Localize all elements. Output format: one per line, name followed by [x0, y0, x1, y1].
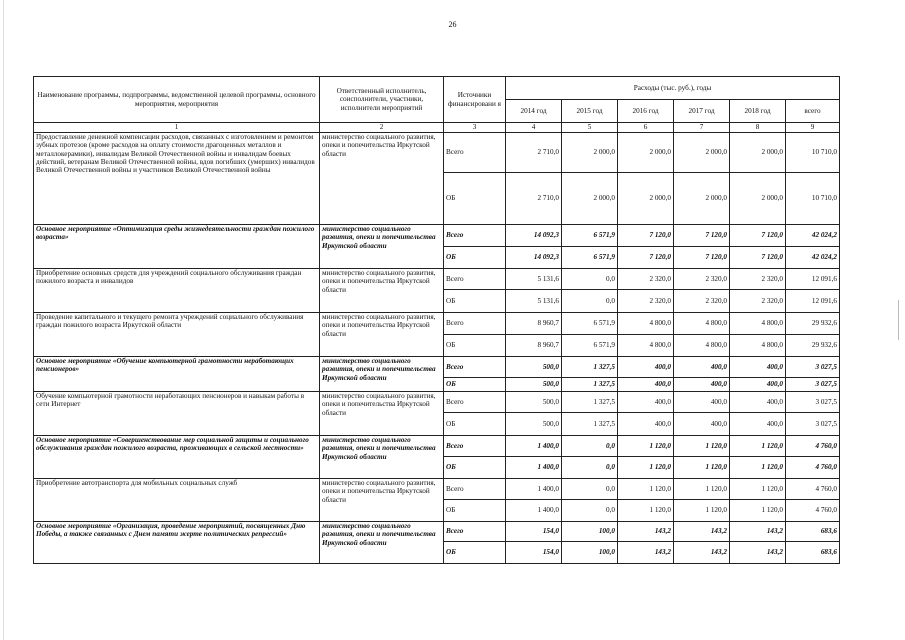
year-value: 1 400,0 [506, 500, 562, 522]
executor-name: министерство социального развития, опеки и попечительства Иркутской области [320, 436, 444, 479]
year-value: 6 571,9 [562, 313, 618, 335]
year-value: 1 120,0 [730, 479, 786, 500]
year-value: 2 710,0 [506, 173, 562, 225]
header-executor: Ответственный исполнитель, соисполнители, участники, исполнители мероприятий [320, 77, 444, 123]
main-activity-row [34, 436, 840, 457]
activity-row [34, 269, 840, 290]
activity-row [34, 392, 840, 413]
year-value: 154,0 [506, 542, 562, 564]
total-value: 42 024,2 [786, 225, 840, 247]
year-value: 0,0 [562, 479, 618, 500]
total-value: 683,6 [786, 522, 840, 542]
funding-source: Всего [444, 133, 506, 173]
activity-row [34, 133, 840, 173]
year-value: 1 120,0 [618, 500, 674, 522]
year-value: 2 000,0 [562, 133, 618, 173]
year-value: 0,0 [562, 457, 618, 479]
executor-name: министерство социального развития, опеки и попечительства Иркутской области [320, 133, 444, 225]
year-value: 14 092,3 [506, 247, 562, 269]
year-value: 400,0 [674, 413, 730, 436]
year-value: 8 960,7 [506, 335, 562, 357]
year-value: 7 120,0 [730, 225, 786, 247]
executor-name: министерство социального развития, опеки и попечительства Иркутской области [320, 357, 444, 392]
header-year-2016: 2016 год [618, 100, 674, 123]
year-value: 2 320,0 [730, 269, 786, 290]
column-number: 8 [730, 123, 786, 133]
year-value: 500,0 [506, 357, 562, 378]
year-value: 2 320,0 [730, 290, 786, 313]
main-activity-row [34, 225, 840, 247]
activity-name: Проведение капитального и текущего ремонта учреждений социального обслуживания граждан пожилого возраста Иркутской области [34, 313, 320, 357]
year-value: 400,0 [730, 357, 786, 378]
year-value: 0,0 [562, 500, 618, 522]
year-value: 4 800,0 [730, 335, 786, 357]
year-value: 400,0 [618, 413, 674, 436]
funding-source: ОБ [444, 378, 506, 392]
year-value: 2 710,0 [506, 133, 562, 173]
funding-source: ОБ [444, 290, 506, 313]
year-value: 4 800,0 [618, 335, 674, 357]
header-expenses: Расходы (тыс. руб.), годы [506, 77, 840, 100]
activity-name: Основное мероприятие «Оптимизация среды жизнедеятельности граждан пожилого возраста» [34, 225, 320, 269]
year-value: 143,2 [618, 522, 674, 542]
year-value: 1 327,5 [562, 357, 618, 378]
year-value: 1 120,0 [674, 457, 730, 479]
year-value: 100,0 [562, 542, 618, 564]
activity-row [34, 313, 840, 335]
year-value: 2 320,0 [618, 269, 674, 290]
header-year-2017: 2017 год [674, 100, 730, 123]
page-number: 26 [448, 20, 457, 29]
year-value: 400,0 [674, 392, 730, 413]
year-value: 0,0 [562, 290, 618, 313]
total-value: 683,6 [786, 542, 840, 564]
funding-source: Всего [444, 313, 506, 335]
funding-source: Всего [444, 357, 506, 378]
total-value: 12 091,6 [786, 290, 840, 313]
year-value: 1 400,0 [506, 479, 562, 500]
year-value: 143,2 [730, 522, 786, 542]
year-value: 400,0 [618, 378, 674, 392]
budget-table [33, 76, 840, 564]
column-number: 5 [562, 123, 618, 133]
funding-source: Всего [444, 522, 506, 542]
header-name: Наименование программы, подпрограммы, ведомственной целевой программы, основного мероприятия, мероприятия [34, 77, 320, 123]
year-value: 1 120,0 [618, 479, 674, 500]
total-value: 4 760,0 [786, 500, 840, 522]
header-source: Источники финансировани я [444, 77, 506, 123]
activity-name: Предоставление денежной компенсации расходов, связанных с изготовлением и ремонтом зубных протезов (кроме расходов на оплату стоимости драгоценных металлов и металлокерамики), инвалидам Великой Отечественной войны и инвалидам боевых действий, ветеранам Великой Отечественной войны, вдов погибших (умерших) инвалидов Великой Отечественной войны и участников Великой Отечественной войны [34, 133, 320, 225]
year-value: 8 960,7 [506, 313, 562, 335]
funding-source: ОБ [444, 247, 506, 269]
activity-name: Обучение компьютерной грамотности неработающих пенсионеров и навыкам работы в сети Интернет [34, 392, 320, 436]
year-value: 2 320,0 [674, 290, 730, 313]
year-value: 4 800,0 [730, 313, 786, 335]
funding-source: ОБ [444, 413, 506, 436]
column-number: 2 [320, 123, 444, 133]
year-value: 6 571,9 [562, 335, 618, 357]
year-value: 4 800,0 [618, 313, 674, 335]
year-value: 1 400,0 [506, 436, 562, 457]
year-value: 400,0 [618, 357, 674, 378]
year-value: 143,2 [674, 542, 730, 564]
total-value: 29 932,6 [786, 313, 840, 335]
executor-name: министерство социального развития, опеки и попечительства Иркутской области [320, 269, 444, 313]
column-number: 7 [674, 123, 730, 133]
funding-source: Всего [444, 225, 506, 247]
column-number-row [34, 123, 840, 133]
executor-name: министерство социального развития, опеки и попечительства Иркутской области [320, 479, 444, 522]
year-value: 400,0 [730, 378, 786, 392]
year-value: 7 120,0 [674, 225, 730, 247]
activity-name: Основное мероприятие «Совершенствование мер социальной защиты и социального обслуживания граждан пожилого возраста, проживающих в сельской местности» [34, 436, 320, 479]
year-value: 14 092,3 [506, 225, 562, 247]
year-value: 6 571,9 [562, 225, 618, 247]
funding-source: ОБ [444, 500, 506, 522]
year-value: 2 000,0 [618, 133, 674, 173]
total-value: 4 760,0 [786, 436, 840, 457]
activity-name: Основное мероприятие «Организация, проведение мероприятий, посвященных Дню Победы, а также связанных с Днем памяти жерте политических репрессий» [34, 522, 320, 564]
main-activity-row [34, 522, 840, 542]
year-value: 2 000,0 [674, 173, 730, 225]
year-value: 4 800,0 [674, 313, 730, 335]
year-value: 1 327,5 [562, 413, 618, 436]
year-value: 1 400,0 [506, 457, 562, 479]
total-value: 4 760,0 [786, 457, 840, 479]
year-value: 1 327,5 [562, 392, 618, 413]
column-number: 4 [506, 123, 562, 133]
executor-name: министерство социального развития, опеки и попечительства Иркутской области [320, 522, 444, 564]
scan-mark [898, 300, 899, 340]
year-value: 500,0 [506, 413, 562, 436]
funding-source: ОБ [444, 335, 506, 357]
funding-source: Всего [444, 392, 506, 413]
year-value: 6 571,9 [562, 247, 618, 269]
funding-source: ОБ [444, 457, 506, 479]
total-value: 4 760,0 [786, 479, 840, 500]
year-value: 2 000,0 [730, 173, 786, 225]
year-value: 7 120,0 [730, 247, 786, 269]
executor-name: министерство социального развития, опеки и попечительства Иркутской области [320, 392, 444, 436]
funding-source: Всего [444, 479, 506, 500]
year-value: 5 131,6 [506, 269, 562, 290]
year-value: 154,0 [506, 522, 562, 542]
year-value: 2 000,0 [562, 173, 618, 225]
total-value: 3 027,5 [786, 413, 840, 436]
executor-name: министерство социального развития, опеки и попечительства Иркутской области [320, 313, 444, 357]
year-value: 7 120,0 [674, 247, 730, 269]
year-value: 143,2 [618, 542, 674, 564]
executor-name: министерство социального развития, опеки и попечительства Иркутской области [320, 225, 444, 269]
year-value: 143,2 [730, 542, 786, 564]
funding-source: Всего [444, 436, 506, 457]
table-body [34, 133, 840, 564]
funding-source: ОБ [444, 542, 506, 564]
activity-name: Приобретение автотранспорта для мобильных социальных служб [34, 479, 320, 522]
header-year-2015: 2015 год [562, 100, 618, 123]
year-value: 1 120,0 [674, 436, 730, 457]
scan-edge-line [3, 0, 4, 640]
total-value: 42 024,2 [786, 247, 840, 269]
year-value: 1 120,0 [730, 457, 786, 479]
column-number: 3 [444, 123, 506, 133]
year-value: 5 131,6 [506, 290, 562, 313]
year-value: 400,0 [618, 392, 674, 413]
activity-name: Приобретение основных средств для учреждений социального обслуживания граждан пожилого возраста и инвалидов [34, 269, 320, 313]
header-total: всего [786, 100, 840, 123]
total-value: 10 710,0 [786, 133, 840, 173]
year-value: 500,0 [506, 378, 562, 392]
main-activity-row [34, 357, 840, 378]
column-number: 9 [786, 123, 840, 133]
year-value: 400,0 [674, 357, 730, 378]
year-value: 1 120,0 [674, 479, 730, 500]
total-value: 3 027,5 [786, 392, 840, 413]
year-value: 400,0 [674, 378, 730, 392]
header-year-2018: 2018 год [730, 100, 786, 123]
year-value: 0,0 [562, 436, 618, 457]
year-value: 2 000,0 [674, 133, 730, 173]
year-value: 1 120,0 [618, 457, 674, 479]
activity-row [34, 479, 840, 500]
year-value: 0,0 [562, 269, 618, 290]
column-number: 6 [618, 123, 674, 133]
total-value: 29 932,6 [786, 335, 840, 357]
year-value: 2 320,0 [618, 290, 674, 313]
year-value: 500,0 [506, 392, 562, 413]
year-value: 1 120,0 [730, 500, 786, 522]
total-value: 12 091,6 [786, 269, 840, 290]
year-value: 2 000,0 [618, 173, 674, 225]
year-value: 7 120,0 [618, 247, 674, 269]
total-value: 3 027,5 [786, 357, 840, 378]
year-value: 400,0 [730, 392, 786, 413]
year-value: 2 320,0 [674, 269, 730, 290]
funding-source: Всего [444, 269, 506, 290]
year-value: 1 120,0 [618, 436, 674, 457]
year-value: 7 120,0 [618, 225, 674, 247]
activity-name: Основное мероприятие «Обучение компьютерной грамотности неработающих пенсионеров» [34, 357, 320, 392]
column-number: 1 [34, 123, 320, 133]
total-value: 10 710,0 [786, 173, 840, 225]
header-year-2014: 2014 год [506, 100, 562, 123]
funding-source: ОБ [444, 173, 506, 225]
year-value: 143,2 [674, 522, 730, 542]
total-value: 3 027,5 [786, 378, 840, 392]
year-value: 1 120,0 [674, 500, 730, 522]
year-value: 100,0 [562, 522, 618, 542]
year-value: 1 120,0 [730, 436, 786, 457]
year-value: 4 800,0 [674, 335, 730, 357]
year-value: 2 000,0 [730, 133, 786, 173]
year-value: 400,0 [730, 413, 786, 436]
year-value: 1 327,5 [562, 378, 618, 392]
